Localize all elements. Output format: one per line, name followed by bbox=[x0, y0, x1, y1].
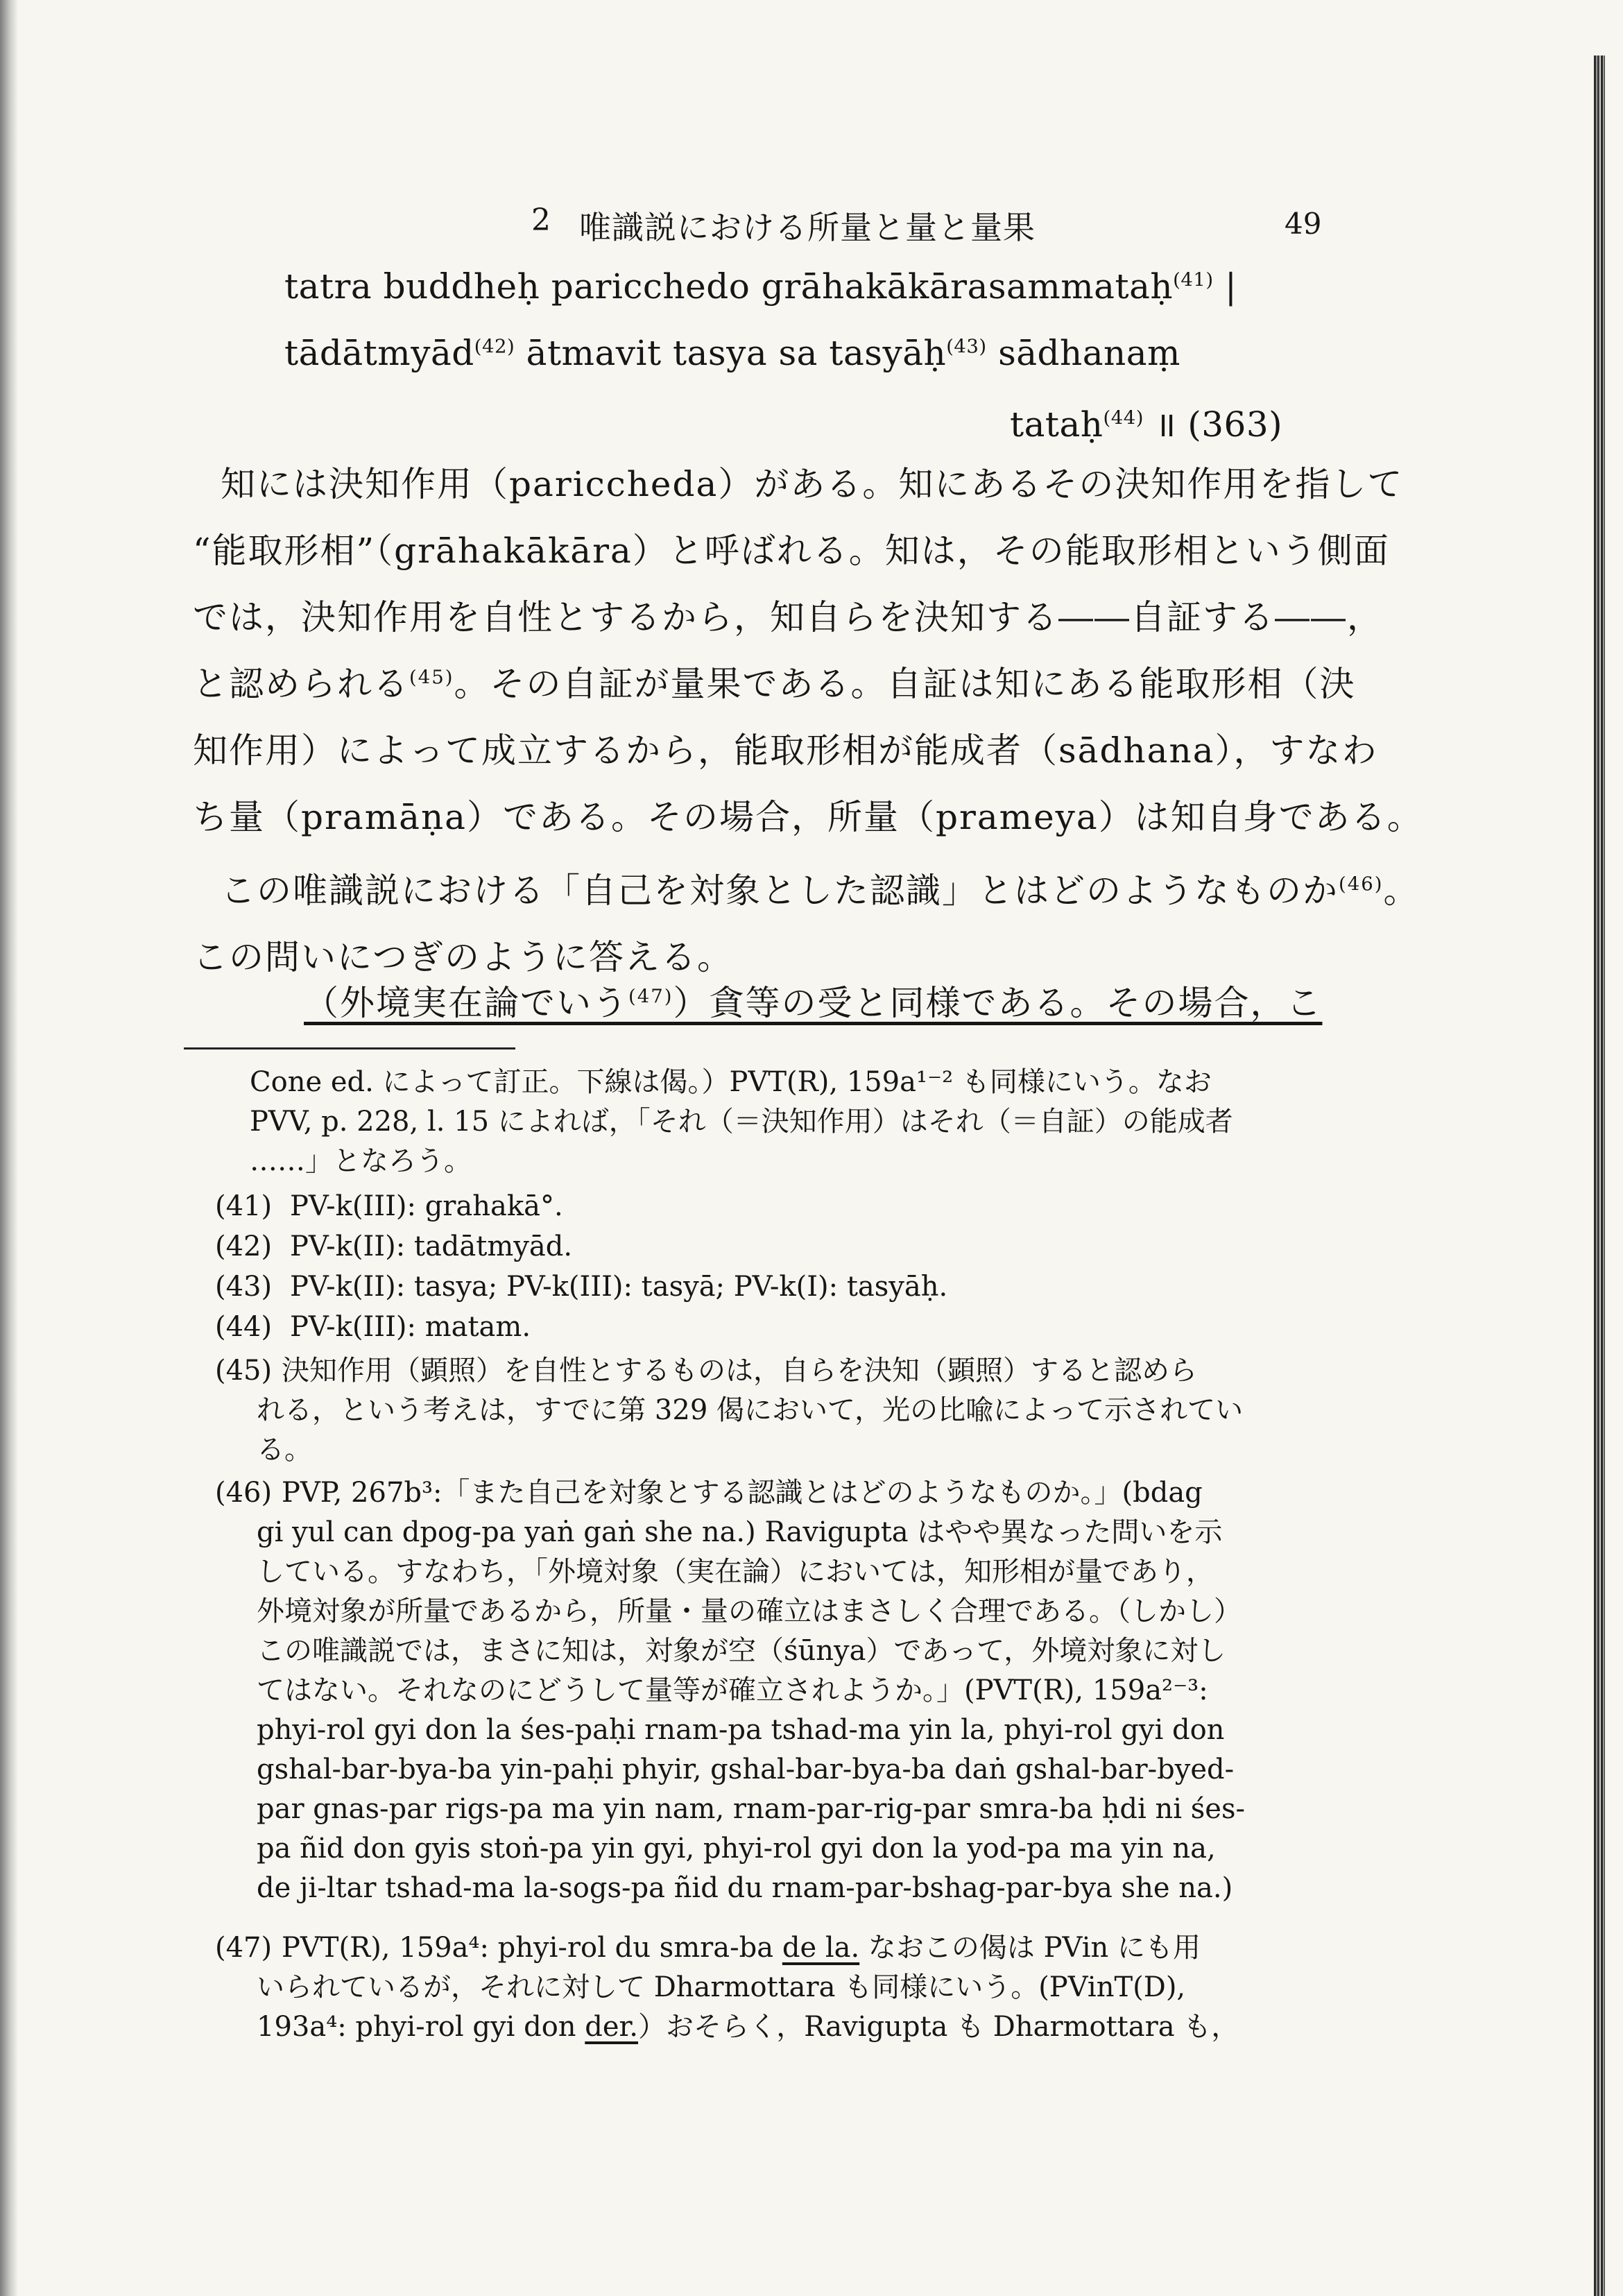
footnote-46: (46) PVP, 267b³:「また自己を対象とする認識とはどのようなものか。」(bdag gi yul can dpog-pa yaṅ gaṅ she na.) Ravigupta はやや異なった問いを示 している。すなわち，「外境対象（実在論）においては，知形相が量であり， 外境対象が所量であるから，所量・量の確立はまさしく合理である。（しかし） この唯識説では，まさに知は，対象が空（śūnya）であって，外境対象に対し てはない。それなのにどうして量等が確立されようか。」(PVT(R), 159a²⁻³: phyi-rol gyi don la śes-paḥi rnam-pa tshad-ma yin la, phyi-rol gyi don gshal-bar-bya-ba yin-paḥi phyir, gshal-bar-bya-ba daṅ gshal-bar-byed- par gnas-par rigs-pa ma yin nam, rnam-par-rig-par smra-ba ḥdi ni śes- pa ñid don gyis stoṅ-pa yin gyi, phyi-rol gyi don la yod-pa ma yin na, de ji-ltar tshad-ma la-sogs-pa ñid du rnam-par-bshag-par-bya she na.) bbox=[215, 1477, 1245, 1904]
translation-paragraph: 知には決知作用（pariccheda）がある。知にあるその決知作用を指して “能取形相”（grāhakākāra）と呼ばれる。知は，その能取形相という側面 では，決知作用を自性とするから，知自らを決知する――自証する――， と認められる$^{(45)}$。その自証が量果である。自証は知にある能取形相（決 知作用）によって成立するから，能取形相が能成者（sādhana），すなわ ち量（pramāṇa）である。その場合，所量（prameya）は知自身である。 bbox=[193, 464, 1423, 837]
scan-left-edge bbox=[0, 0, 18, 2296]
footnote-47: (47) PVT(R), 159a⁴: phyi-rol du smra-ba de la. なおこの偈は PVin にも用 いられているが，それに対して Dharmottara も同様にいう。(PVinT(D), 193a⁴: phyi-rol gyi don der.）おそらく，Ravigupta も Dharmottara も， bbox=[215, 1932, 1239, 2043]
question-paragraph: この唯識説における「自己を対象とした認識」とはどのようなものか$^{(46)}$。 この問いにつぎのように答える。 bbox=[193, 871, 1420, 977]
footnote-42: (42) PV-k(II): tadātmyād. bbox=[215, 1231, 573, 1262]
note-ref-41: (41) bbox=[1173, 268, 1214, 291]
footnote-44: (44) PV-k(III): matam. bbox=[215, 1311, 531, 1343]
book-spine-edge bbox=[1594, 55, 1605, 2296]
running-title: 唯識説における所量と量と量果 bbox=[579, 209, 1036, 246]
verse-line-2: tādātmyād$^{(42)}$ ātmavit tasya sa tasyāḥ$^{(43)}$ sādhanaṃ bbox=[284, 333, 1180, 373]
note-ref-43: (43) bbox=[946, 335, 987, 358]
note-ref-44: (44) bbox=[1103, 406, 1144, 429]
note-ref-46: (46) bbox=[1339, 873, 1384, 896]
chapter-number: 2 bbox=[531, 203, 551, 238]
note-ref-47: (47) bbox=[628, 985, 673, 1008]
footnote-41: (41) PV-k(III): grahakā°. bbox=[215, 1190, 563, 1222]
footnote-45: (45) 決知作用（顕照）を自性とするものは，自らを決知（顕照）すると認めら れる，という考えは，すでに第 329 偈において，光の比喩によって示されてい る。 bbox=[215, 1355, 1244, 1466]
footnote-continuation: Cone ed. によって訂正。下線は偈。）PVT(R), 159a¹⁻² も同様にいう。なお PVV, p. 228, l. 15 によれば，「それ（＝決知作用）はそれ（＝自証）の能成者 ……」となろう。 bbox=[250, 1066, 1233, 1177]
footnote-rule bbox=[184, 1047, 515, 1050]
verse-translation-line: （外境実在論でいう$^{(47)}$）貪等の受と同様である。その場合，こ bbox=[304, 983, 1323, 1023]
running-header bbox=[0, 203, 1623, 251]
verse-line-1: tatra buddheḥ paricchedo grāhakākārasammataḥ$^{(41)}$ | bbox=[284, 266, 1237, 307]
page-number: 49 bbox=[1285, 207, 1322, 241]
note-ref-45: (45) bbox=[409, 666, 454, 689]
note-ref-42: (42) bbox=[474, 335, 515, 358]
verse-line-3: tataḥ$^{(44)}$ ॥ (363) bbox=[1010, 404, 1283, 445]
footnote-43: (43) PV-k(II): tasya; PV-k(III): tasyā; PV-k(I): tasyāḥ. bbox=[215, 1271, 948, 1303]
